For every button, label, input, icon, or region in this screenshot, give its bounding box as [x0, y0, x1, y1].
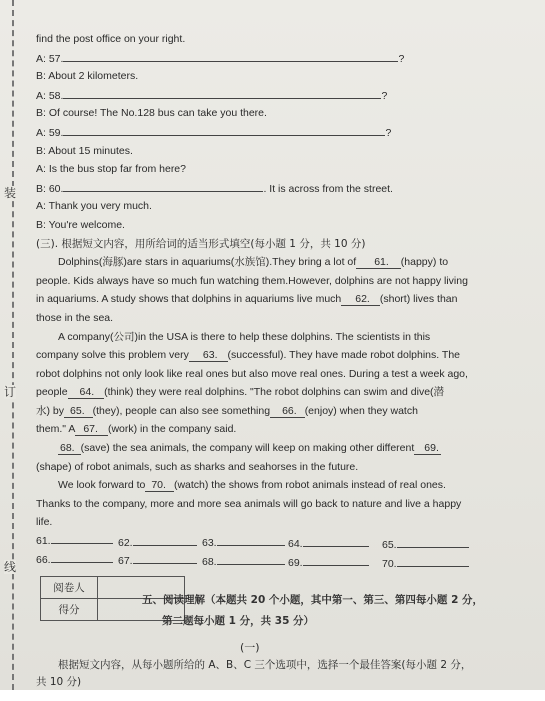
blank-61[interactable]: 61.: [356, 256, 401, 269]
passage-text: (watch) the shows from robot animals instead of real ones.: [173, 479, 446, 492]
passage-text: people: [36, 386, 68, 399]
passage-text: (work) in the company said.: [107, 423, 237, 436]
answer-line-69[interactable]: [288, 554, 369, 573]
answer-line-64[interactable]: [288, 535, 369, 554]
passage-text: We look forward to: [58, 479, 146, 492]
passage-line: A company(公司)in the USA is there to help these dolphins. The scientists in this: [58, 330, 431, 343]
question-label: A: 59.: [36, 126, 64, 139]
dialogue-line: B: Of course! The No.128 bus can take you there.: [36, 107, 267, 120]
passage-line: [36, 383, 498, 402]
blank-69[interactable]: 69.: [414, 442, 441, 455]
question-label: A: 57.: [36, 52, 64, 65]
blank-62[interactable]: 62.: [341, 293, 380, 306]
answer-label: 70.: [382, 558, 397, 571]
answer-blank-57[interactable]: [63, 49, 398, 62]
passage-text: (save) the sea animals, the company will keep on making other different: [80, 442, 415, 455]
question-content: [36, 30, 498, 572]
answer-label: 61.: [36, 535, 51, 548]
answer-blank: [51, 552, 113, 563]
answer-line-66[interactable]: [36, 551, 113, 570]
section-heading: (三). 根据短文内容，用所给词的适当形式填空(每小题 1 分，共 10 分): [36, 237, 366, 250]
dialogue-a58: [36, 86, 498, 105]
passage-text: (happy) to: [400, 256, 449, 269]
dialogue-line: B: About 15 minutes.: [36, 144, 133, 157]
dialogue-a57: [36, 49, 498, 68]
answer-label: 67.: [118, 555, 133, 568]
section5-heading: [142, 590, 484, 632]
passage-line: [36, 420, 498, 439]
passage-line: [36, 346, 498, 365]
answer-label: 69.: [288, 557, 303, 570]
passage-line: [36, 253, 498, 272]
blank-68[interactable]: 68.: [58, 442, 81, 455]
binding-dashed-line: [12, 0, 14, 690]
binding-char-xian: 线: [4, 560, 17, 574]
question-mark: ?: [398, 52, 405, 65]
dialogue-line: B: About 2 kilometers.: [36, 70, 139, 83]
section5-instruction: [36, 657, 506, 690]
answer-blank-58[interactable]: [63, 86, 381, 99]
answer-label: 64.: [288, 538, 303, 551]
grader-label: 阅卷人: [41, 577, 98, 599]
passage-text: (short) lives than: [379, 293, 458, 306]
answer-blank-60[interactable]: [63, 179, 263, 192]
answer-blank: [133, 535, 197, 546]
passage-text: them." A: [36, 423, 76, 436]
passage-text: (enjoy) when they watch: [304, 404, 418, 417]
passage-text: (they), people can also see something: [92, 404, 271, 417]
answer-line-63[interactable]: [202, 534, 285, 553]
answer-blank: [303, 555, 369, 566]
dialogue-line: A: Thank you very much.: [36, 200, 152, 213]
answer-blank: [133, 553, 197, 564]
binding-char-zhuang: 装: [4, 186, 17, 200]
answer-line-70[interactable]: [382, 555, 469, 574]
passage-line: [36, 290, 498, 309]
answer-blank: [51, 533, 113, 544]
passage-line: [36, 476, 498, 495]
answer-blank: [397, 556, 469, 567]
answer-blank: [217, 535, 285, 546]
dialogue-a59: [36, 123, 498, 142]
blank-70[interactable]: 70.: [145, 479, 174, 492]
answer-label: 68.: [202, 556, 217, 569]
passage-line: robot dolphins not only look like real ones but also move real ones. During a test a week ago,: [36, 367, 468, 380]
dialogue-line: A: Is the bus stop far from here?: [36, 163, 186, 176]
blank-65[interactable]: 65.: [64, 405, 93, 418]
answer-label: 65.: [382, 539, 397, 552]
binding-char-ding: 订: [4, 385, 17, 399]
blank-63[interactable]: 63.: [189, 349, 228, 362]
answer-blank: [303, 536, 369, 547]
dialogue-line: B: You're welcome.: [36, 218, 125, 231]
answer-label: 66.: [36, 554, 51, 567]
answer-blank: [217, 554, 285, 565]
answer-blank: [397, 537, 469, 548]
question-label: A: 58.: [36, 89, 64, 102]
passage-text: company solve this problem very: [36, 349, 189, 362]
passage-line: life.: [36, 516, 53, 529]
part-label: (一): [240, 641, 260, 654]
answer-line-67[interactable]: [118, 552, 197, 571]
answer-label: 62.: [118, 537, 133, 550]
blank-66[interactable]: 66.: [270, 405, 305, 418]
blank-64[interactable]: 64.: [68, 386, 105, 399]
answer-line-62[interactable]: [118, 534, 197, 553]
question-label: B: 60.: [36, 182, 64, 195]
passage-line: those in the sea.: [36, 311, 114, 324]
section5-heading-line1: 五、阅读理解（本题共 20 个小题，其中第一、第三、第四每小题 2 分，: [142, 594, 484, 606]
answer-line-68[interactable]: [202, 553, 285, 572]
passage-text: (think) they were real dolphins. "The robot dolphins can swim and dive(潜: [104, 386, 445, 399]
instruction-line1: 根据短文内容，从每小题所给的 A、B、C 三个选项中，选择一个最佳答案(每小题 2 分，: [58, 659, 472, 671]
section5-heading-line2: 第二题每小题 1 分，共 35 分）: [162, 615, 315, 627]
passage-line: [36, 402, 498, 421]
passage-line: people. Kids always have so much fun watching them.However, dolphins are not happy living: [36, 274, 468, 287]
question-mark: ?: [381, 89, 388, 102]
instruction-line2: 共 10 分): [36, 676, 82, 688]
dialogue-text: . It is across from the street.: [263, 182, 393, 195]
question-mark: ?: [385, 126, 392, 139]
answer-blank-59[interactable]: [63, 123, 385, 136]
answer-line-65[interactable]: [382, 536, 469, 555]
passage-line: Thanks to the company, more and more sea animals will go back to nature and live a happy: [36, 497, 462, 510]
passage-line: (shape) of robot animals, such as sharks and seahorses in the future.: [36, 460, 359, 473]
dialogue-b60: [36, 179, 498, 198]
answer-lines: [36, 532, 498, 572]
score-label: 得分: [41, 599, 98, 621]
answer-label: 63.: [202, 537, 217, 550]
passage-text: (successful). They have made robot dolphins. The: [227, 349, 461, 362]
passage-line: [36, 439, 498, 458]
passage-text: Dolphins(海豚)are stars in aquariums(水族馆).They bring a lot of: [58, 256, 357, 269]
passage-text: 水) by: [36, 404, 65, 417]
dialogue-line: find the post office on your right.: [36, 33, 186, 45]
passage-text: in aquariums. A study shows that dolphins in aquariums live much: [36, 293, 342, 306]
answer-line-61[interactable]: [36, 532, 113, 551]
blank-67[interactable]: 67.: [75, 423, 108, 436]
